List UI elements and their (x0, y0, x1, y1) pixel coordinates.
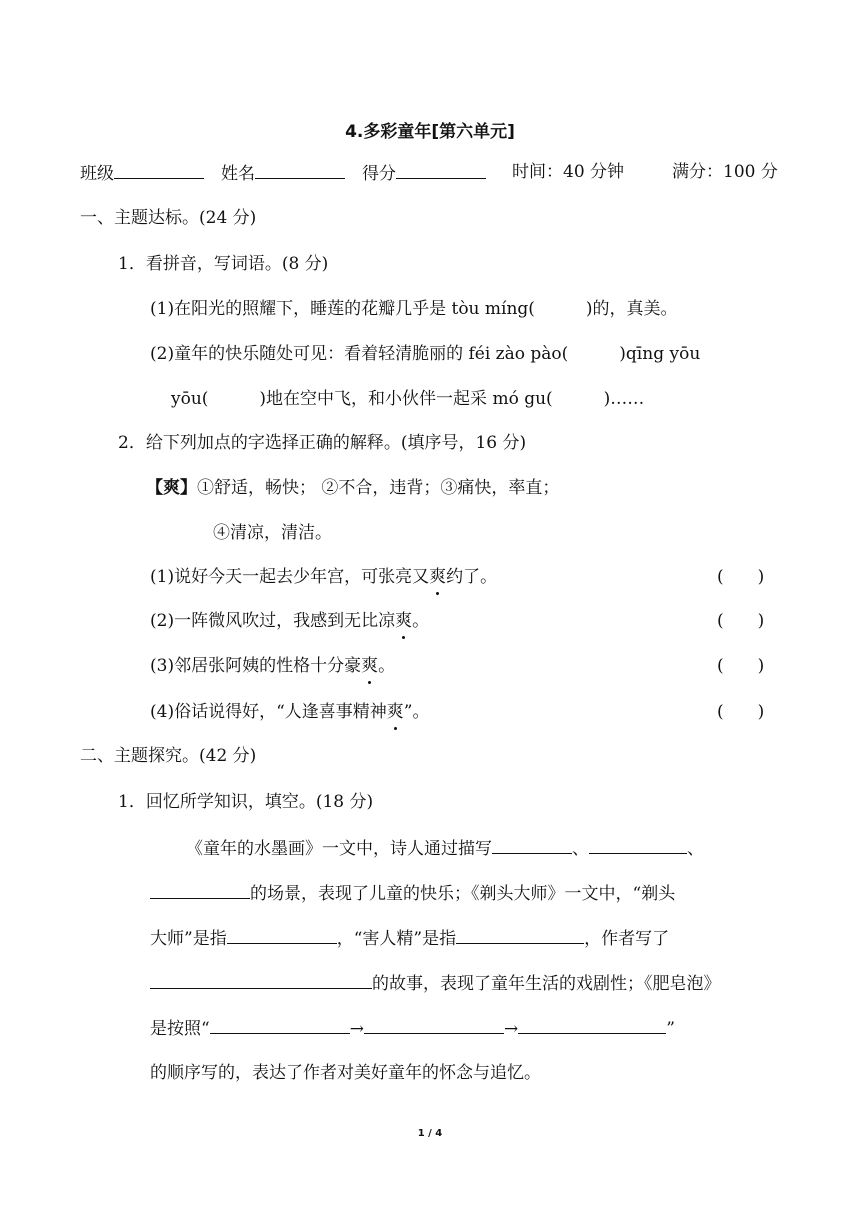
fill-text: ，“害人精”是指 (336, 929, 457, 949)
question-1-1-sentence-2a: (2)童年的快乐随处可见：看着轻清脆丽的 féi zào pào( )qīng yōu (150, 344, 701, 364)
full-score: 满分：100 分 (672, 162, 778, 182)
fill-blank[interactable] (456, 925, 584, 944)
fill-line-6: 的顺序写的，表达了作者对美好童年的怀念与追忆。 (150, 1063, 541, 1083)
fill-text: 的场景，表现了儿童的快乐；《剃头大师》一文中，“剃头 (250, 884, 676, 904)
fill-line-4 (150, 970, 721, 996)
fill-blank[interactable] (210, 1015, 350, 1034)
list-item (150, 609, 429, 633)
fill-text: ” (666, 1019, 675, 1039)
dotted-char: 爽 (395, 611, 413, 631)
dotted-char: 爽 (386, 702, 404, 722)
item-text: (4)俗话说得好，“人逢喜事精神 (150, 702, 387, 722)
class-label: 班级 (80, 164, 114, 184)
fill-blank[interactable] (589, 835, 687, 854)
class-field (80, 160, 204, 186)
fill-line-1 (186, 835, 704, 861)
answer-paren[interactable]: ( ) (717, 656, 765, 676)
definitions-1: ①舒适，畅快； ②不合，违背；③痛快，率直； (197, 478, 560, 498)
definition-line-1 (146, 476, 559, 500)
answer-paren[interactable]: ( ) (717, 567, 765, 587)
list-item (150, 565, 497, 589)
arrow-icon: → (503, 1019, 519, 1039)
score-blank[interactable] (396, 160, 486, 179)
fill-blank[interactable] (364, 1015, 504, 1034)
item-text: ”。 (403, 702, 430, 722)
fill-text: ，作者写了 (584, 929, 670, 949)
character-label: 【爽】 (146, 478, 197, 498)
dotted-char: 爽 (361, 656, 379, 676)
score-label: 得分 (362, 164, 396, 184)
name-label: 姓名 (221, 164, 255, 184)
question-1-1-sentence-1: (1)在阳光的照耀下，睡莲的花瓣几乎是 tòu míng( )的，真美。 (150, 299, 678, 319)
section-heading-2: 二、主题探究。(42 分) (80, 746, 257, 766)
item-text: 。 (412, 611, 430, 631)
answer-paren[interactable]: ( ) (717, 611, 765, 631)
fill-blank[interactable] (227, 925, 337, 944)
item-text: (3)邻居张阿姨的性格十分豪 (150, 656, 362, 676)
fill-text: 、 (687, 839, 704, 859)
arrow-icon: → (349, 1019, 364, 1039)
answer-paren[interactable]: ( ) (717, 702, 765, 722)
fill-line-5 (150, 1015, 675, 1041)
fill-blank[interactable] (518, 1015, 666, 1034)
fill-text: 大师”是指 (150, 929, 227, 949)
question-2-1-label: 1．回忆所学知识，填空。(18 分) (118, 792, 374, 812)
question-1-2-label: 2．给下列加点的字选择正确的解释。(填序号，16 分) (118, 433, 527, 453)
class-blank[interactable] (114, 160, 204, 179)
definitions-2: ④清凉，清洁。 (213, 523, 332, 543)
name-field (221, 160, 345, 186)
time-limit: 时间：40 分钟 (512, 162, 625, 182)
item-text: (2)一阵微风吹过，我感到无比凉 (150, 611, 396, 631)
list-item (150, 700, 429, 724)
score-field (362, 160, 486, 186)
question-1-1-label: 1．看拼音，写词语。(8 分) (118, 254, 329, 274)
fill-blank[interactable] (150, 880, 250, 899)
item-text: (1)说好今天一起去少年宫，可张亮又 (150, 567, 430, 587)
item-text: 约了。 (446, 567, 498, 587)
fill-blank[interactable] (492, 835, 572, 854)
question-1-1-sentence-2b: yōu( )地在空中飞，和小伙伴一起采 mó gu( )…… (171, 389, 645, 409)
page-number: 1 / 4 (417, 1128, 443, 1139)
fill-blank[interactable] (150, 970, 372, 989)
fill-text: 的故事，表现了童年生活的戏剧性；《肥皂泡》 (372, 974, 721, 994)
page-title: 4.多彩童年[第六单元] (345, 122, 515, 142)
dotted-char: 爽 (429, 567, 447, 587)
item-text: 。 (378, 656, 396, 676)
fill-text: 是按照“ (150, 1019, 210, 1039)
fill-line-2 (150, 880, 675, 906)
section-heading-1: 一、主题达标。(24 分) (80, 208, 257, 228)
name-blank[interactable] (255, 160, 345, 179)
fill-text: 、 (572, 839, 589, 859)
fill-text: 《童年的水墨画》一文中，诗人通过描写 (186, 839, 492, 859)
fill-line-3 (150, 925, 669, 951)
list-item (150, 654, 395, 678)
